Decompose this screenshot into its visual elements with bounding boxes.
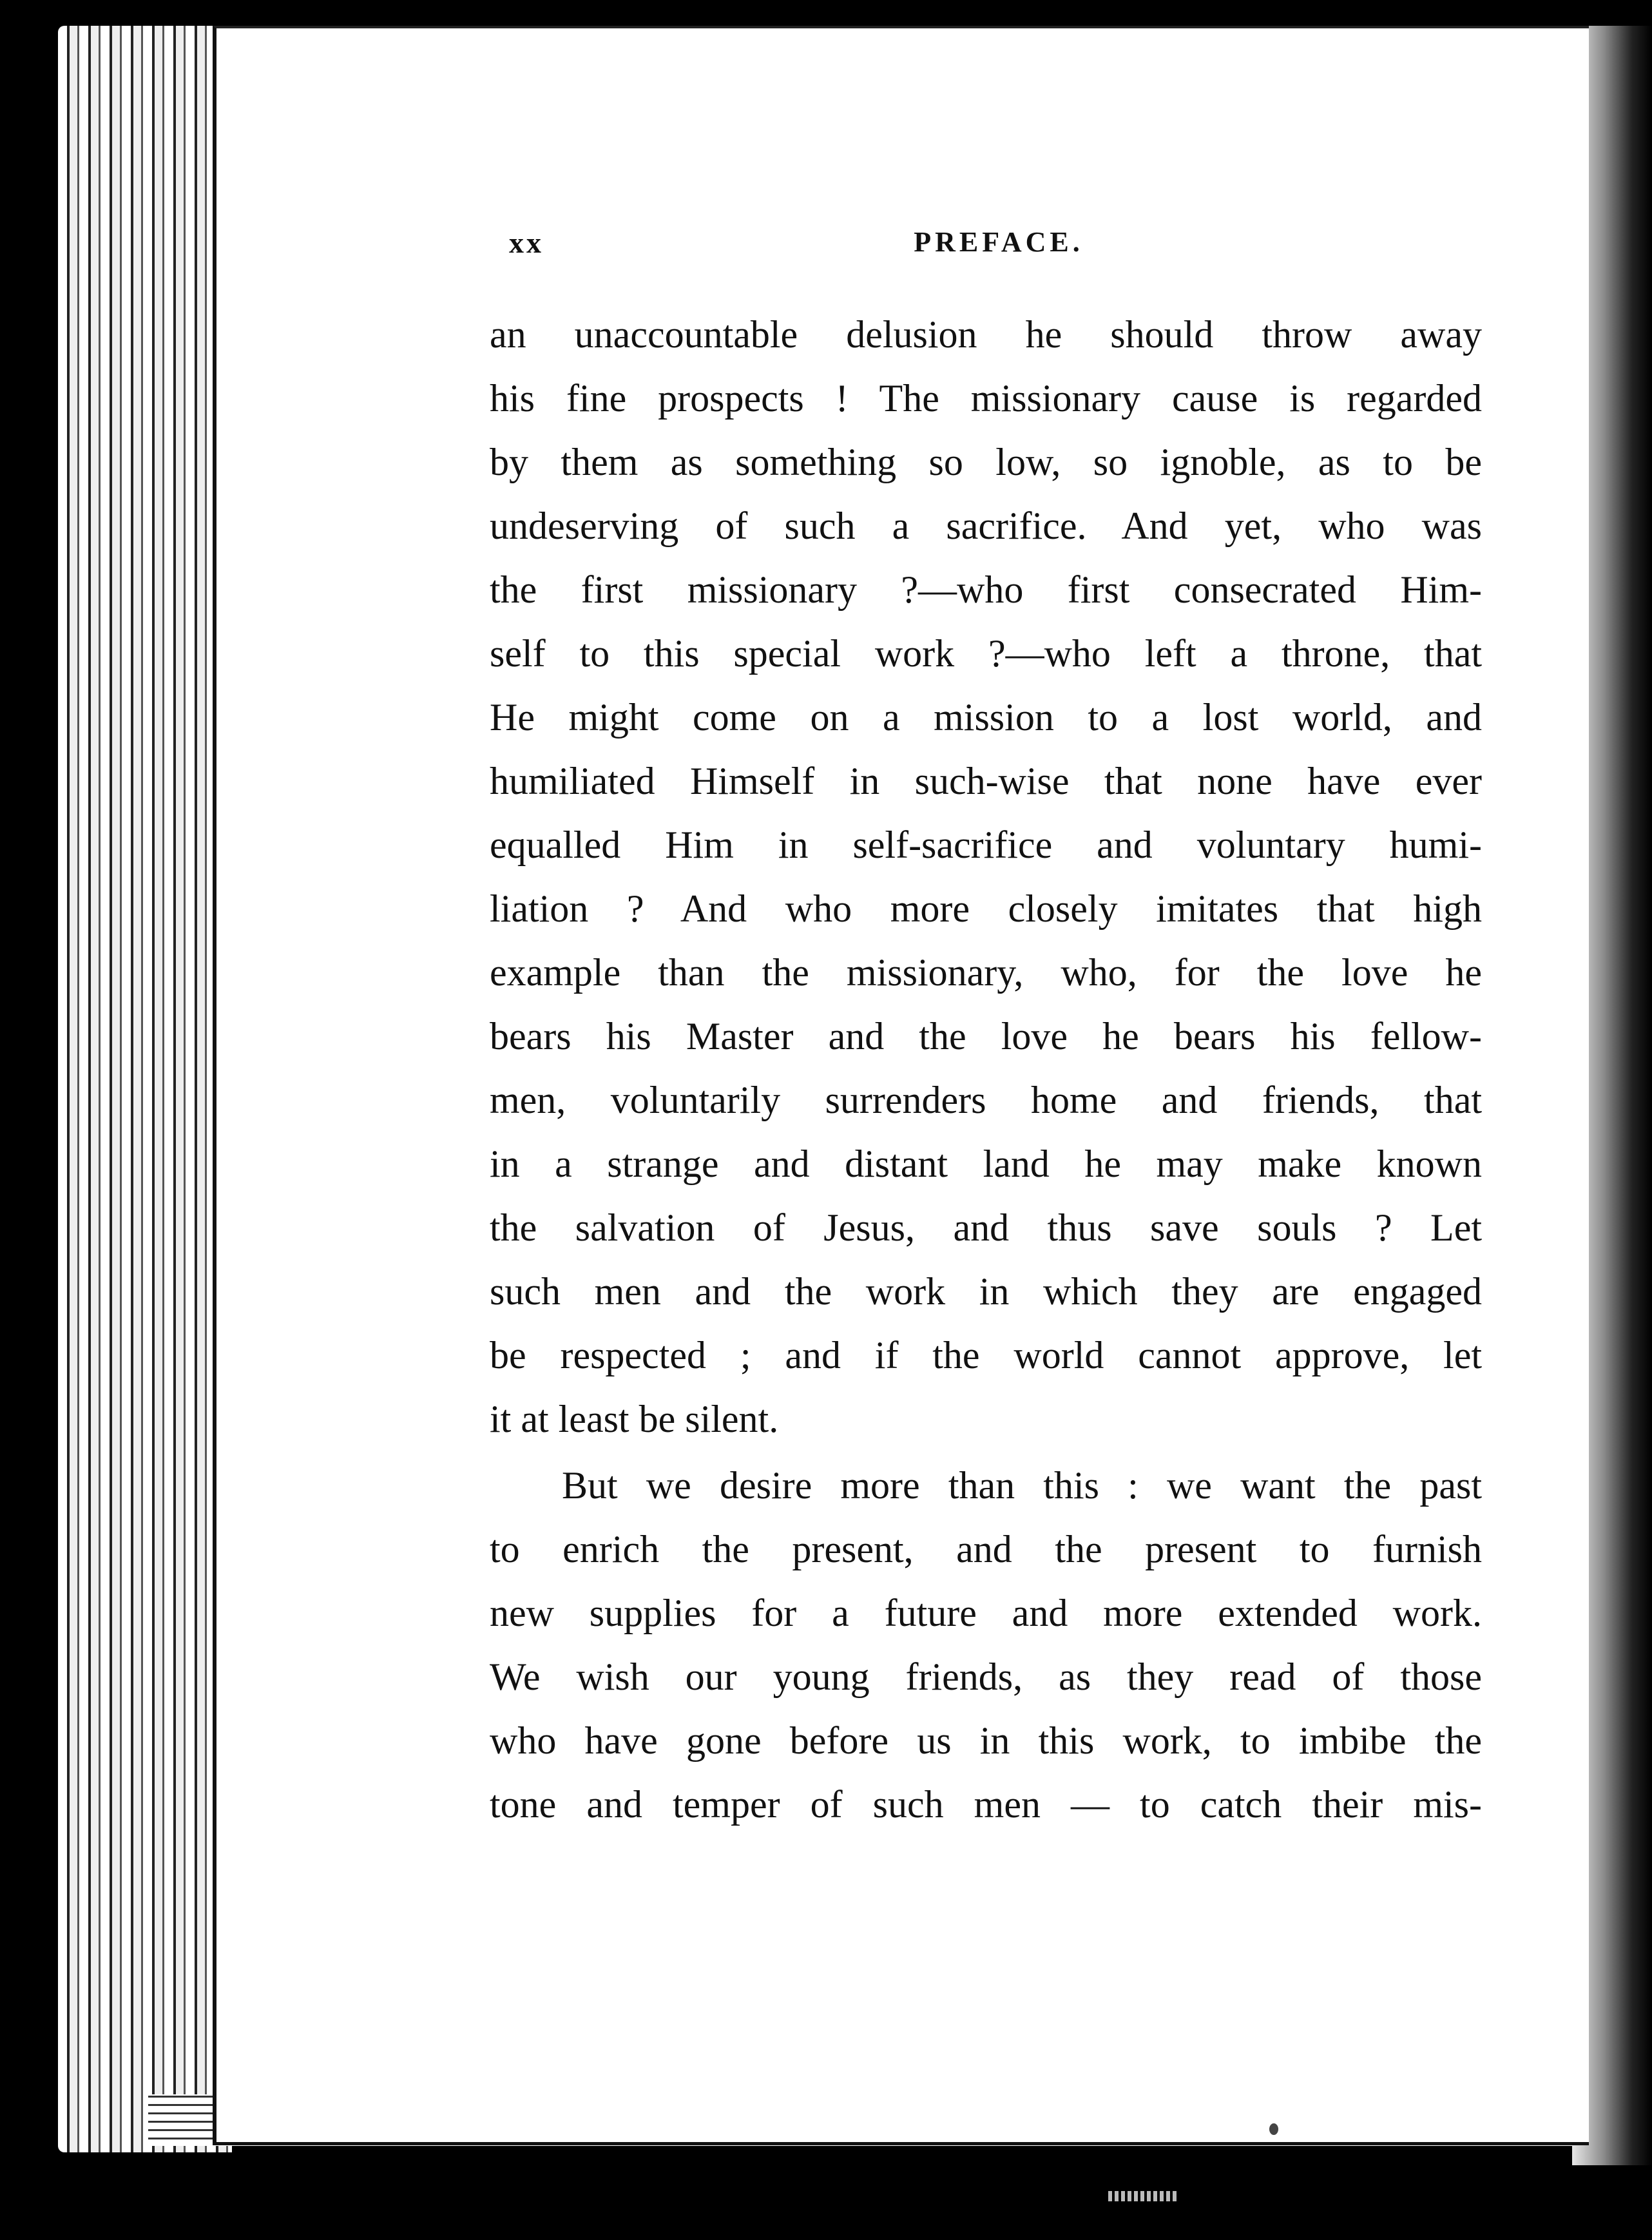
body-text: [490, 303, 1482, 1837]
text-line: bears his Master and the love he bears his fellow-: [490, 1015, 1482, 1057]
text-line: to enrich the present, and the present to furnish: [490, 1528, 1482, 1570]
text-line: who have gone before us in this work, to imbibe the: [490, 1719, 1482, 1762]
text-line: an unaccountable delusion he should throw away: [490, 313, 1482, 356]
text-line: his fine prospects ! The missionary cause is regarded: [490, 377, 1482, 420]
text-line: be respected ; and if the world cannot approve, let: [490, 1334, 1482, 1376]
text-line: undeserving of such a sacrifice. And yet, who was: [490, 505, 1482, 547]
text-line: men, voluntarily surrenders home and friends, that: [490, 1079, 1482, 1121]
text-line: the first missionary ?—who first consecrated Him-: [490, 568, 1482, 611]
text-line: in a strange and distant land he may make known: [490, 1143, 1482, 1185]
paragraph: [490, 1454, 1482, 1837]
running-title: PREFACE.: [914, 226, 1084, 258]
scan-artifact: [1108, 2191, 1179, 2201]
text-line: He might come on a mission to a lost world, and: [490, 696, 1482, 739]
page-number: xx: [509, 226, 544, 259]
text-line: new supplies for a future and more extended work.: [490, 1592, 1482, 1634]
text-line: We wish our young friends, as they read of those: [490, 1656, 1482, 1698]
text-line: But we desire more than this : we want the past: [562, 1464, 1482, 1507]
page-edges-left: [58, 26, 232, 2152]
text-line: the salvation of Jesus, and thus save souls ? Let: [490, 1206, 1482, 1249]
text-line: example than the missionary, who, for the love he: [490, 951, 1482, 994]
text-line: humiliated Himself in such-wise that none have ever: [490, 760, 1482, 802]
text-line: such men and the work in which they are engaged: [490, 1270, 1482, 1313]
text-line: self to this special work ?—who left a throne, that: [490, 632, 1482, 675]
text-line: equalled Him in self-sacrifice and voluntary humi-: [490, 824, 1482, 866]
ink-speck: [1269, 2123, 1278, 2135]
text-line: liation ? And who more closely imitates that high: [490, 887, 1482, 930]
paragraph: [490, 303, 1482, 1451]
text-line: by them as something so low, so ignoble, as to be: [490, 441, 1482, 483]
running-head: [509, 226, 1488, 271]
text-line: it at least be silent.: [490, 1398, 779, 1440]
text-line: tone and temper of such men — to catch their mis-: [490, 1783, 1482, 1826]
